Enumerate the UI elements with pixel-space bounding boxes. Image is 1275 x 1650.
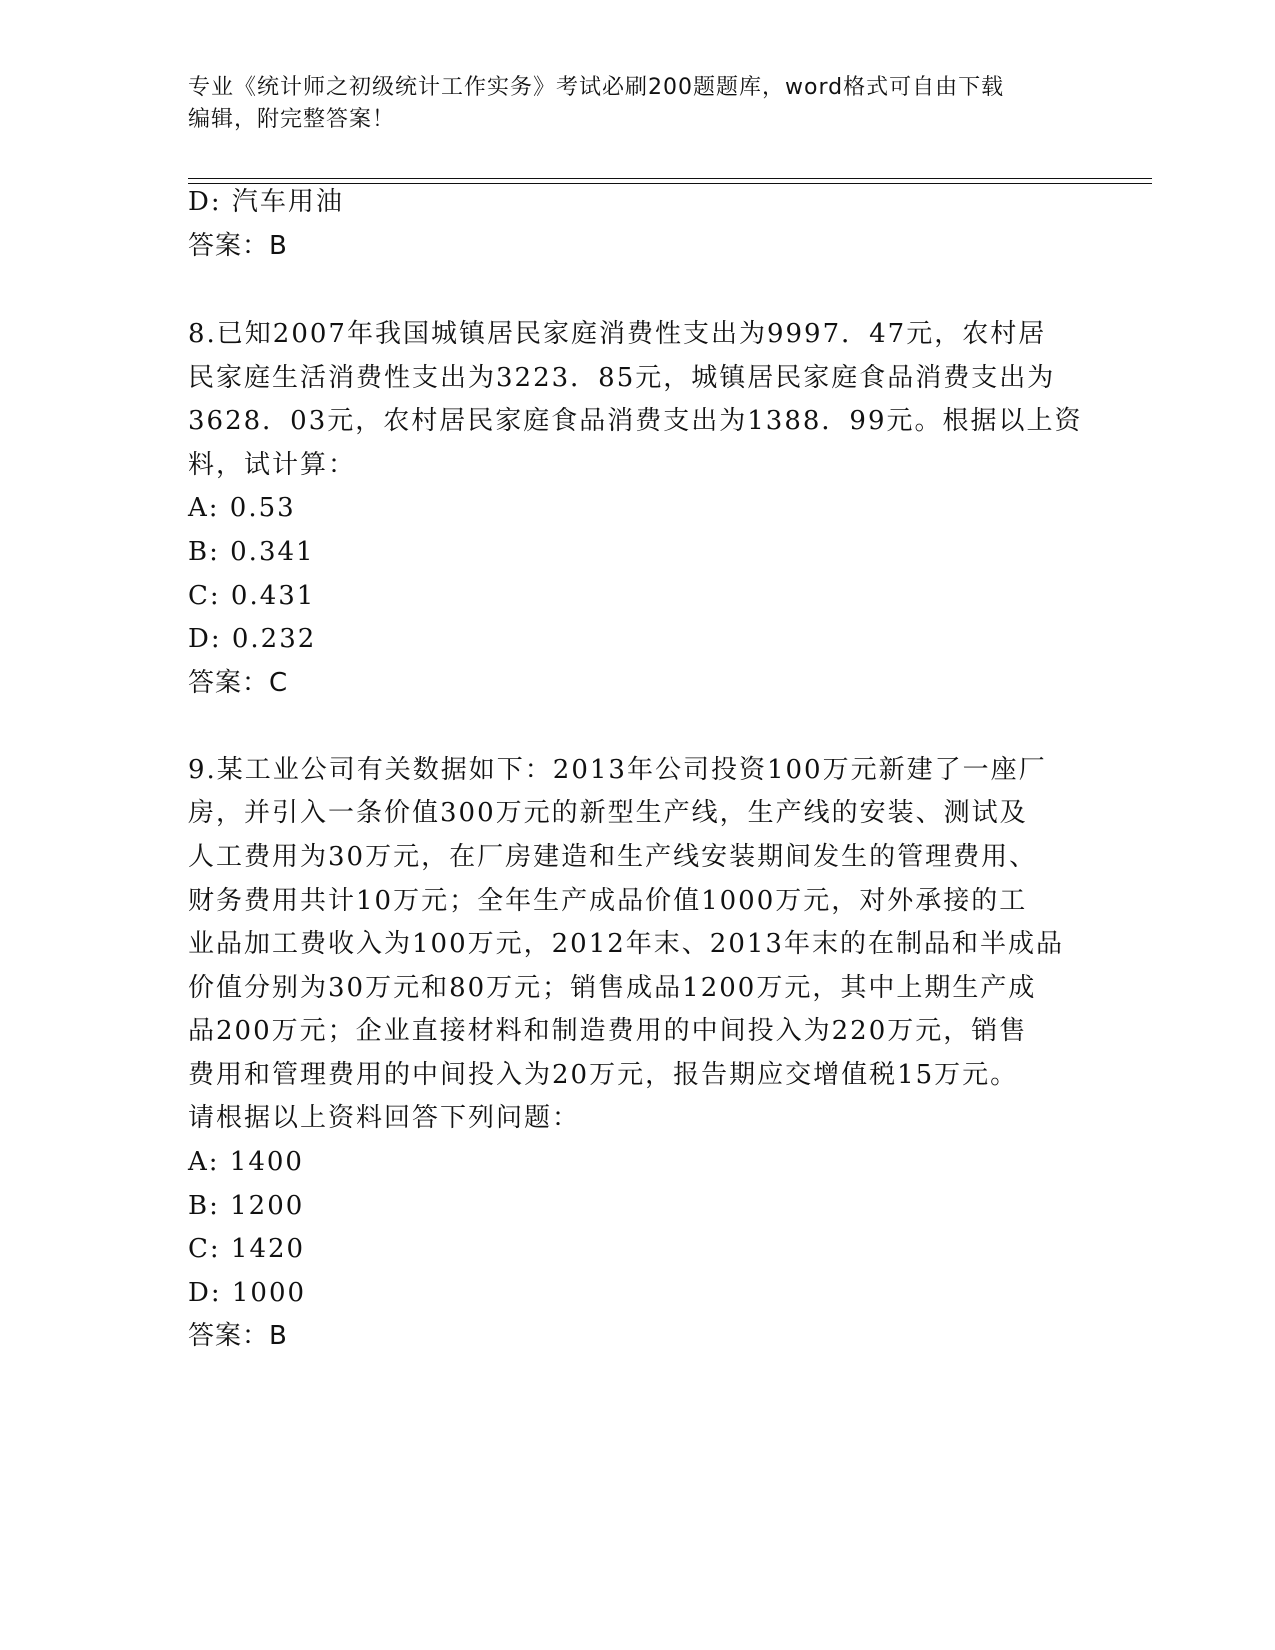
q9-text-line-6: 价值分别为30万元和80万元；销售成品1200万元，其中上期生产成: [188, 973, 1037, 1003]
q9-text-line-5: 业品加工费收入为100万元，2012年末、2013年末的在制品和半成品: [188, 929, 1064, 959]
q9-text-line-4: 财务费用共计10万元；全年生产成品价值1000万元，对外承接的工: [188, 886, 1028, 916]
q9-text-line-1: 9.某工业公司有关数据如下：2013年公司投资100万元新建了一座厂: [188, 755, 1047, 785]
q8-text-line-1: 8.已知2007年我国城镇居民家庭消费性支出为9997．47元，农村居: [188, 319, 1047, 349]
q9-option-b: B: 1200: [188, 1191, 305, 1221]
q8-option-a: A: 0.53: [188, 493, 296, 523]
q8-option-c: C: 0.431: [188, 581, 316, 611]
q9-text-line-9: 请根据以上资料回答下列问题：: [188, 1103, 581, 1133]
q8-text-line-4: 料，试计算：: [188, 450, 357, 480]
header-divider-top: [188, 178, 1152, 179]
q9-text-line-2: 房，并引入一条价值300万元的新型生产线，生产线的安装、测试及: [188, 798, 1028, 828]
page-header: [188, 72, 1068, 136]
q9-option-d: D: 1000: [188, 1278, 307, 1308]
q7-answer: 答案：B: [188, 231, 288, 261]
header-title-line-2: 编辑，附完整答案！: [188, 107, 396, 132]
q9-text-line-8: 费用和管理费用的中间投入为20万元，报告期应交增值税15万元。: [188, 1060, 1019, 1090]
header-divider-bottom: [188, 183, 1152, 184]
q8-answer: 答案：C: [188, 668, 289, 698]
q8-text-line-3: 3628．03元，农村居民家庭食品消费支出为1388．99元。根据以上资: [188, 406, 1083, 436]
q9-option-c: C: 1420: [188, 1234, 306, 1264]
q8-text-line-2: 民家庭生活消费性支出为3223．85元，城镇居民家庭食品消费支出为: [188, 363, 1056, 393]
q9-option-a: A: 1400: [188, 1147, 304, 1177]
q9-text-line-7: 品200万元；企业直接材料和制造费用的中间投入为220万元，销售: [188, 1016, 1028, 1046]
q9-answer: 答案：B: [188, 1321, 288, 1351]
q9-text-line-3: 人工费用为30万元，在厂房建造和生产线安装期间发生的管理费用、: [188, 842, 1038, 872]
q7-option-d: D: 汽车用油: [188, 187, 344, 217]
q8-option-b: B: 0.341: [188, 537, 315, 567]
q8-option-d: D: 0.232: [188, 624, 317, 654]
header-title-line-1: 专业《统计师之初级统计工作实务》考试必刷200题题库，word格式可自由下载: [188, 75, 1005, 100]
